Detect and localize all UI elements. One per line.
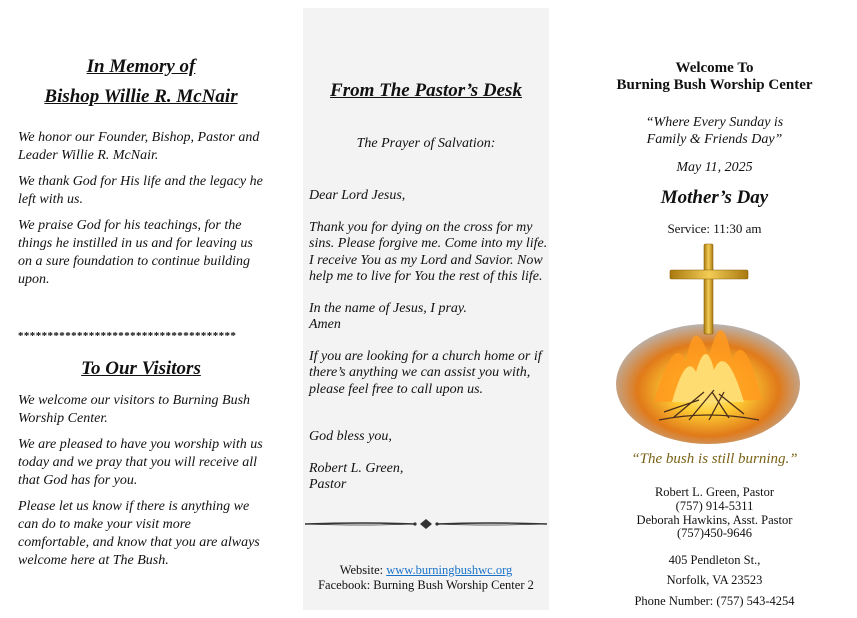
memory-title-line2: Bishop Willie R. McNair bbox=[44, 86, 238, 107]
contact-footer bbox=[303, 563, 549, 593]
service-date: May 11, 2025 bbox=[676, 160, 753, 175]
memory-paragraph: We honor our Founder, Bishop, Pastor and Leader Willie R. McNair. bbox=[18, 130, 260, 163]
welcome-heading bbox=[572, 60, 857, 94]
visitors-paragraph: We welcome our visitors to Burning Bush Worship Center. bbox=[18, 393, 251, 426]
visitors-paragraph: We are pleased to have you worship with us today and we pray that you will receive all that God has for you. bbox=[18, 437, 263, 488]
pastor-desk-title: From The Pastor’s Desk bbox=[330, 80, 522, 101]
ornamental-divider bbox=[305, 517, 547, 531]
motto-line1: “Where Every Sunday is bbox=[645, 115, 784, 130]
church-motto bbox=[572, 114, 857, 148]
prayer-body: Thank you for dying on the cross for my sins. Please forgive me. Come into my life. I receive You as my Lord and Savior. Now help me to live for You the rest of this life. bbox=[309, 220, 548, 284]
memory-paragraph: We praise God for his teachings, for the things he instilled in us and for leaving us on a sure foundation to continue building upon. bbox=[18, 218, 253, 287]
street-address: 405 Pendleton St., bbox=[668, 553, 761, 567]
church-address bbox=[572, 550, 857, 590]
motto-line2: Family & Friends Day” bbox=[646, 132, 783, 147]
prayer-amen: Amen bbox=[309, 317, 341, 332]
invitation-text: If you are looking for a church home or if there’s anything we can assist you with, please feel free to call upon us. bbox=[309, 349, 542, 397]
pastor-name: Robert L. Green, Pastor bbox=[654, 485, 775, 499]
service-time: Service: 11:30 am bbox=[667, 221, 762, 236]
memory-paragraph: We thank God for His life and the legacy he left with us. bbox=[18, 174, 263, 207]
pastor-phone: (757) 914-5311 bbox=[675, 498, 754, 513]
city-address: Norfolk, VA 23523 bbox=[666, 573, 763, 587]
pastor-contacts bbox=[572, 486, 857, 541]
tagline: “The bush is still burning.” bbox=[631, 451, 798, 467]
blessing-text: God bless you, bbox=[309, 429, 392, 444]
left-panel bbox=[0, 0, 282, 618]
prayer-subtitle: The Prayer of Salvation: bbox=[356, 136, 496, 151]
visitors-title: To Our Visitors bbox=[81, 358, 201, 379]
cover-panel bbox=[572, 0, 857, 618]
pastor-desk-panel bbox=[303, 8, 549, 610]
prayer-closing: In the name of Jesus, I pray. bbox=[309, 301, 467, 316]
memory-title-line1: In Memory of bbox=[86, 56, 196, 77]
occasion-title: Mother’s Day bbox=[660, 187, 769, 208]
visitors-paragraph: Please let us know if there is anything we can do to make your visit more comfortable, and know that you are always welcome here at The Bush. bbox=[18, 499, 260, 568]
cross-and-burning-bush-icon bbox=[614, 242, 802, 447]
website-line bbox=[303, 563, 549, 578]
star-divider: ************************************* bbox=[18, 330, 237, 342]
memory-body bbox=[18, 129, 264, 297]
memory-title bbox=[18, 52, 264, 112]
signature-title: Pastor bbox=[309, 477, 347, 492]
asst-pastor-name: Deborah Hawkins, Asst. Pastor bbox=[636, 512, 793, 527]
church-phone: Phone Number: (757) 543-4254 bbox=[634, 594, 795, 608]
signature-name: Robert L. Green, bbox=[309, 461, 404, 476]
website-label: Website: bbox=[339, 563, 387, 577]
visitors-body bbox=[18, 392, 264, 578]
welcome-line2: Burning Bush Worship Center bbox=[616, 77, 813, 93]
welcome-line1: Welcome To bbox=[675, 60, 754, 76]
asst-pastor-phone: (757)450-9646 bbox=[677, 526, 752, 541]
facebook-line: Facebook: Burning Bush Worship Center 2 bbox=[318, 578, 534, 592]
website-link[interactable]: www.burningbushwc.org bbox=[386, 563, 513, 577]
prayer-greeting: Dear Lord Jesus, bbox=[309, 188, 406, 203]
